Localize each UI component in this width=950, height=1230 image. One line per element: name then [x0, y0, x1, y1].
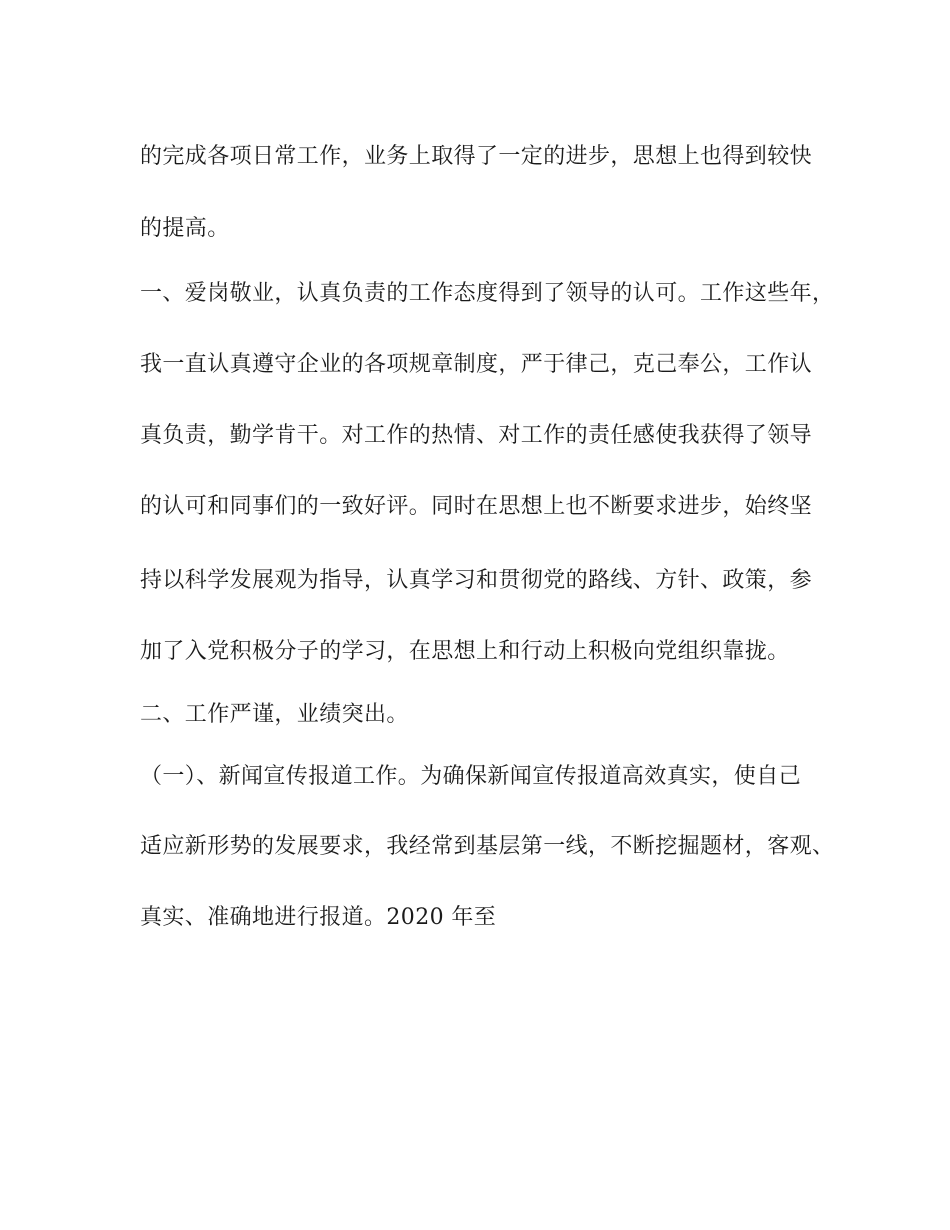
section-heading-2: 二、工作严谨，业绩突出。 [140, 702, 409, 727]
text-line: 真负责，勤学肯干。对工作的热情、对工作的责任感使我获得了领导 [140, 423, 813, 448]
text-line: 的完成各项日常工作，业务上取得了一定的进步，思想上也得到较快 [140, 144, 813, 169]
section-heading-1: 一、爱岗敬业，认真负责的工作态度得到了领导的认可。工作这些年， [140, 281, 835, 306]
text-line: 真实、准确地进行报道。2020 年至 [140, 905, 497, 930]
text-line: 的认可和同事们的一致好评。同时在思想上也不断要求进步，始终坚 [140, 494, 813, 519]
text-line: 的提高。 [140, 216, 230, 241]
subsection-heading: （一）、新闻宣传报道工作。为确保新闻宣传报道高效真实，使自己 [140, 764, 802, 789]
text-line: 持以科学发展观为指导，认真学习和贯彻党的路线、方针、政策，参 [140, 568, 813, 593]
text-line: 我一直认真遵守企业的各项规章制度，严于律己，克己奉公，工作认 [140, 352, 813, 377]
text-line: 适应新形势的发展要求，我经常到基层第一线，不断挖掘题材，客观、 [140, 834, 835, 859]
text-line: 加了入党积极分子的学习，在思想上和行动上积极向党组织靠拢。 [140, 639, 790, 664]
